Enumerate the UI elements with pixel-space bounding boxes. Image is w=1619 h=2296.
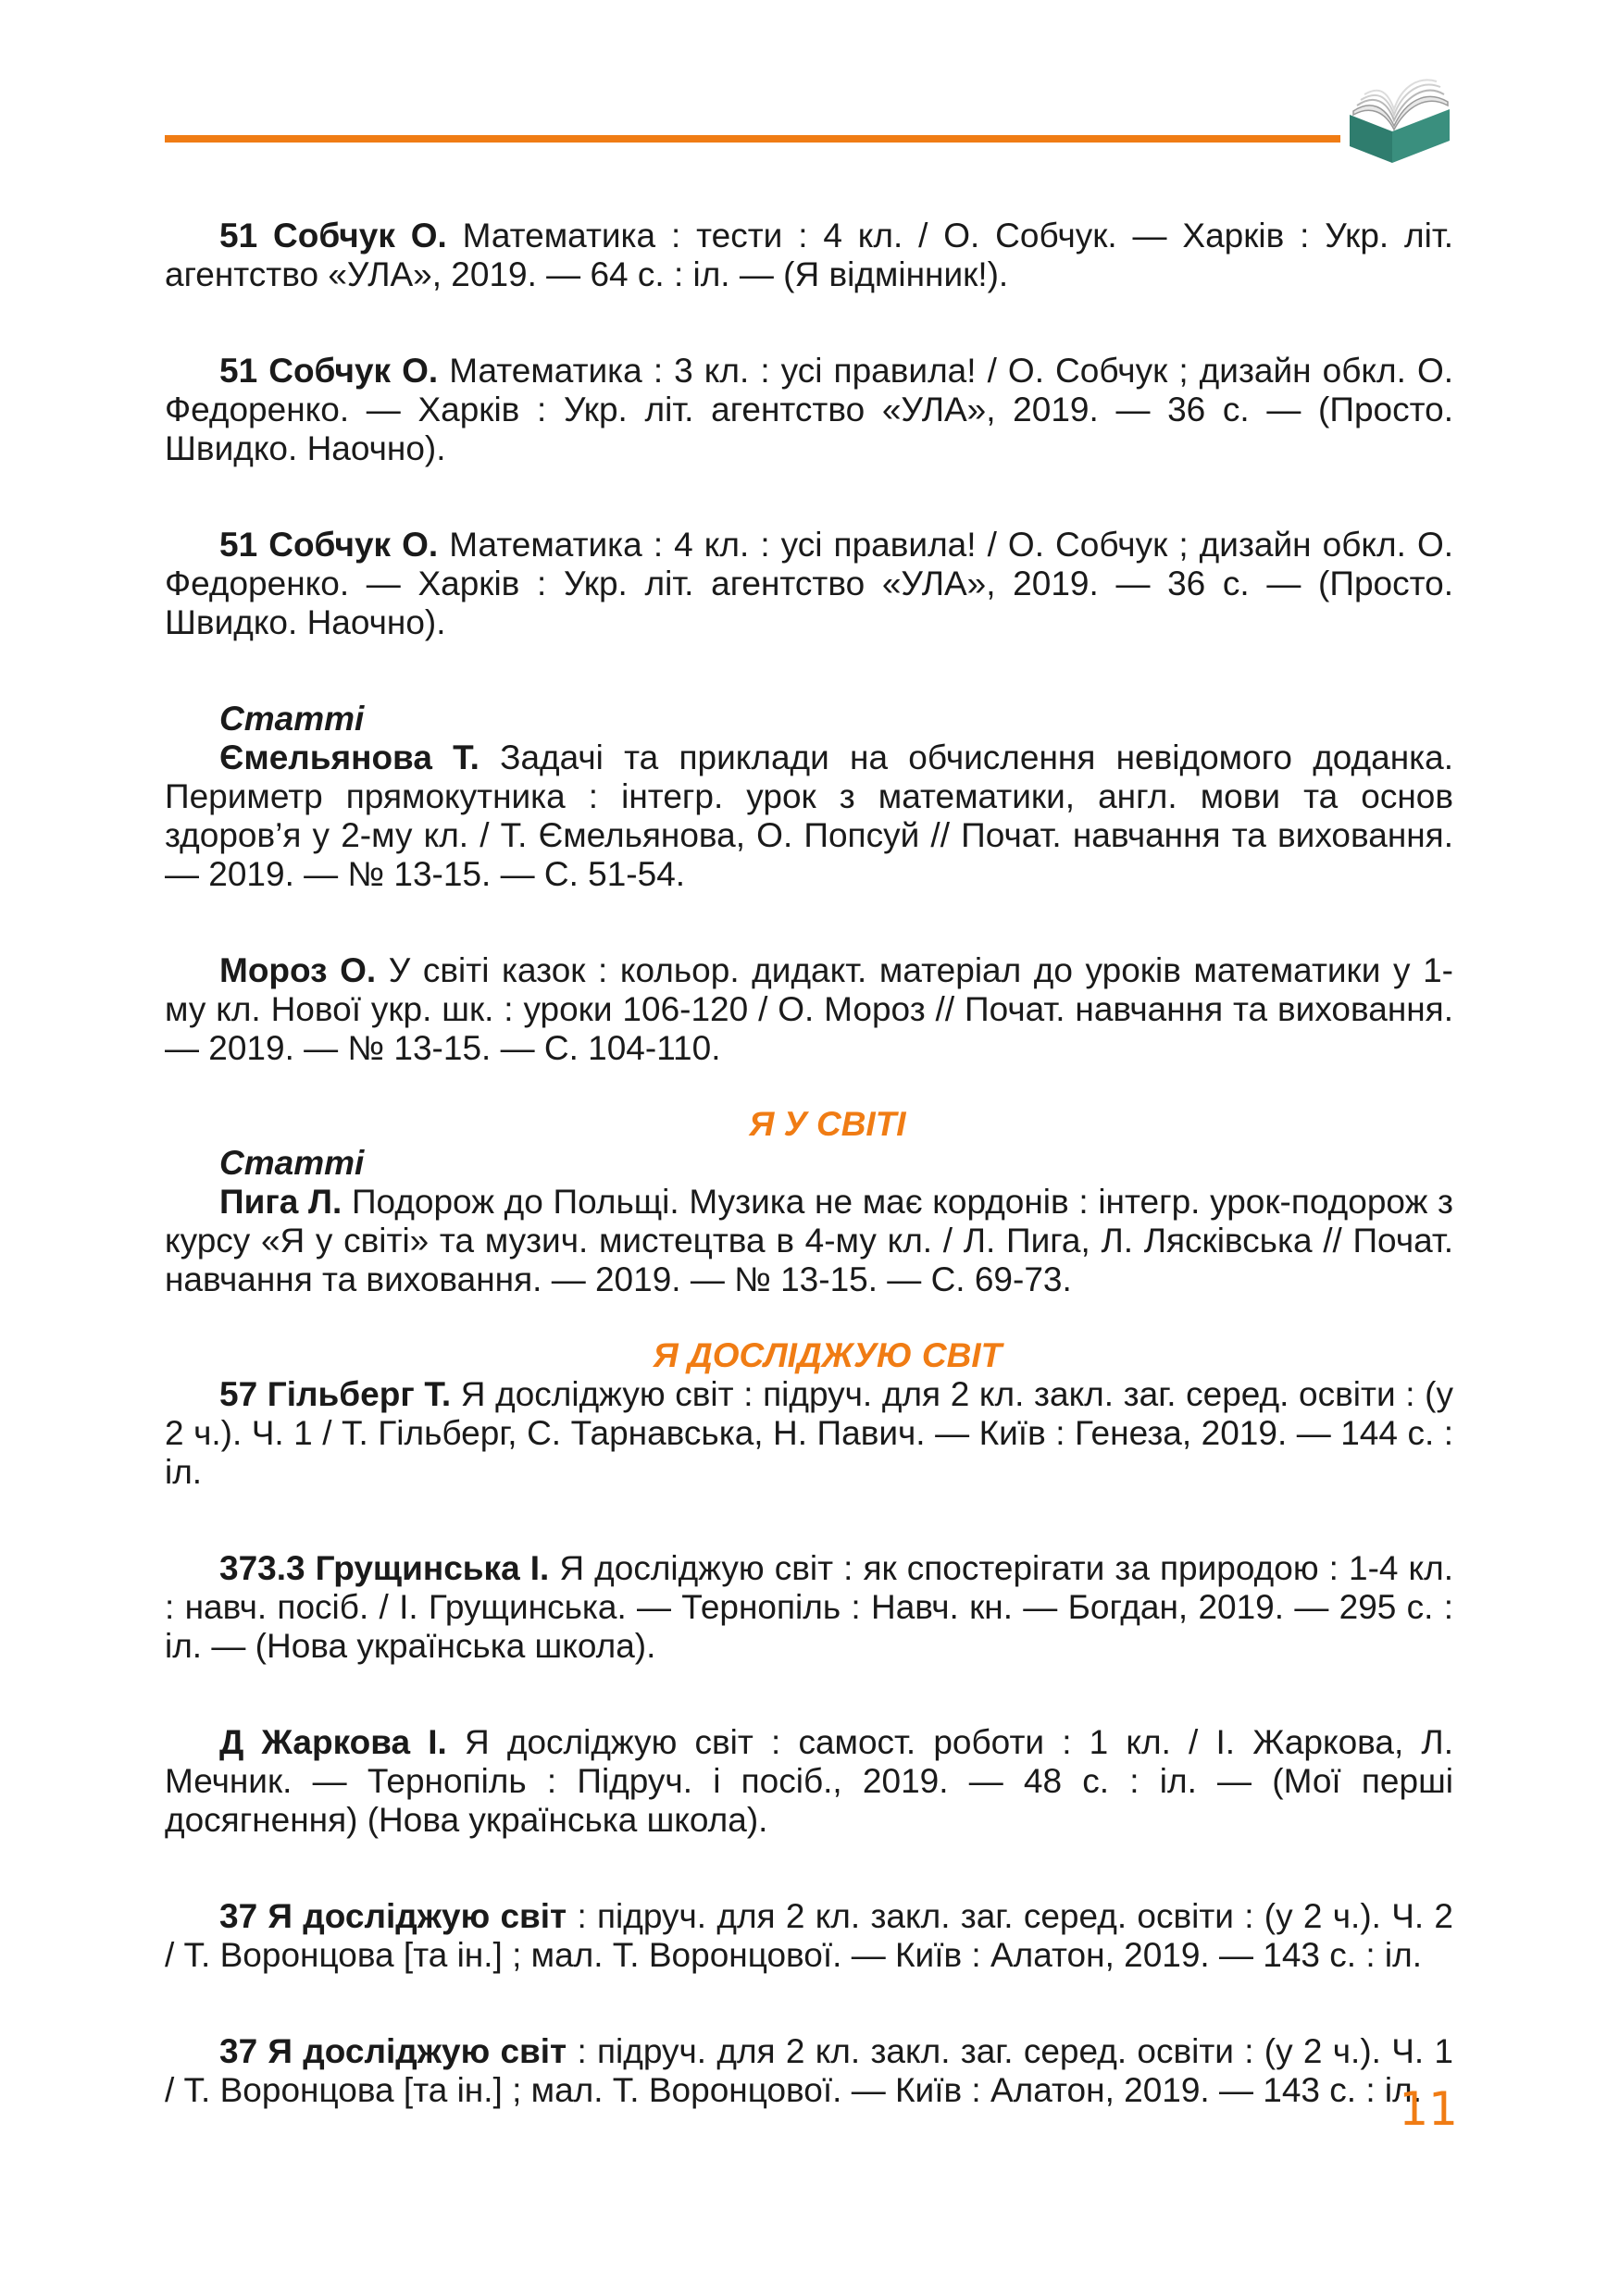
entry-author: 37 Я досліджую світ [219,1897,567,1935]
entry-text: Математика : тести : 4 кл. / О. Собчук. — Харків : Укр. літ. агентство «УЛА», 2019. — 64 с. : іл. — (Я відмінник!). [165,217,1453,293]
header-rule [165,135,1340,143]
entry-text: Подорож до Польщі. Музика не має кордонів : інтегр. урок-подорож з курсу «Я у світі» та музич. мистецтва в 4-му кл. / Л. Пига, Л. Лясківська // Почат. навчання та виховання. — 2019. — № 13-15. — С. 69-73. [165,1183,1453,1298]
subheading-articles: Статті [219,1144,365,1182]
entry-author: 37 Я досліджую світ [219,2032,567,2070]
bib-entry [165,1897,1453,1975]
entry-text: Задачі та приклади на обчислення невідомого доданка. Периметр прямокутника : інтегр. урок з математики, англ. мови та основ здоров’я у 2-му кл. / Т. Ємельянова, О. Попсуй // Почат. навчання та виховання. — 2019. — № 13-15. — С. 51-54. [165,738,1453,893]
entry-text: Математика : 3 кл. : усі правила! / О. Собчук ; дизайн обкл. О. Федоренко. — Харків : Укр. літ. агентство «УЛА», 2019. — 36 с. — (Просто. Швидко. Наочно). [165,352,1454,467]
entry-text: Математика : 4 кл. : усі правила! / О. Собчук ; дизайн обкл. О. Федоренко. — Харків : Укр. літ. агентство «УЛА», 2019. — 36 с. — (Просто. Швидко. Наочно). [165,526,1454,641]
entry-author: 51 Собчук О. [219,217,447,254]
entry-text: Я досліджую світ : як спостерігати за природою : 1-4 кл. : навч. посіб. / І. Грущинська. — Тернопіль : Навч. кн. — Богдан, 2019. — 295 с. : іл. — (Нова українська школа). [165,1549,1454,1665]
entry-text: : підруч. для 2 кл. закл. заг. серед. освіти : (у 2 ч.). Ч. 1 / Т. Воронцова [та ін.] ; мал. Т. Воронцової. — Київ : Алатон, 2019. — 143 с. : іл. [165,2032,1453,2109]
entry-text: : підруч. для 2 кл. закл. заг. серед. освіти : (у 2 ч.). Ч. 2 / Т. Воронцова [та ін.] ; мал. Т. Воронцової. — Київ : Алатон, 2019. — 143 с. : іл. [165,1897,1453,1974]
bib-entry [165,526,1453,642]
bib-entry [165,1549,1453,1666]
entry-author: Д Жаркова І. [219,1723,447,1761]
entry-author: Ємельянова Т. [219,738,479,776]
subheading-articles: Статті [219,700,365,738]
entry-author: 373.3 Грущинська І. [219,1549,550,1587]
section-heading: Я У СВІТІ [749,1105,906,1143]
bib-entry [165,217,1453,294]
bib-entry [165,738,1453,894]
bib-entry [165,1375,1453,1492]
entry-author: Пига Л. [219,1183,342,1221]
bib-entry [165,1183,1453,1299]
section-heading: Я ДОСЛІДЖУЮ СВІТ [653,1336,1003,1374]
entry-author: 57 Гільберг Т. [219,1375,452,1413]
bibliography-list [165,217,1453,2110]
bib-entry [165,2032,1453,2110]
bib-entry [165,951,1453,1068]
entry-author: Мороз О. [219,951,377,989]
bib-entry [165,1723,1453,1840]
page-number: 11 [1399,2082,1458,2136]
entry-text: Я досліджую світ : самост. роботи : 1 кл. / І. Жаркова, Л. Мечник. — Тернопіль : Підруч. і посіб., 2019. — 48 с. : іл. — (Мої перші досягнення) (Нова українська школа). [165,1723,1453,1839]
entry-author: 51 Собчук О. [219,526,439,564]
bib-entry [165,352,1453,468]
open-book-icon [1344,78,1455,167]
entry-text: У світі казок : кольор. дидакт. матеріал до уроків математики у 1-му кл. Нової укр. шк. : уроки 106-120 / О. Мороз // Почат. навчання та виховання. — 2019. — № 13-15. — С. 104-110. [165,951,1453,1067]
entry-text: Я досліджую світ : підруч. для 2 кл. закл. заг. серед. освіти : (у 2 ч.). Ч. 1 / Т. Гільберг, С. Тарнавська, Н. Павич. — Київ : Генеза, 2019. — 144 с. : іл. [165,1375,1454,1491]
entry-author: 51 Собчук О. [219,352,439,390]
